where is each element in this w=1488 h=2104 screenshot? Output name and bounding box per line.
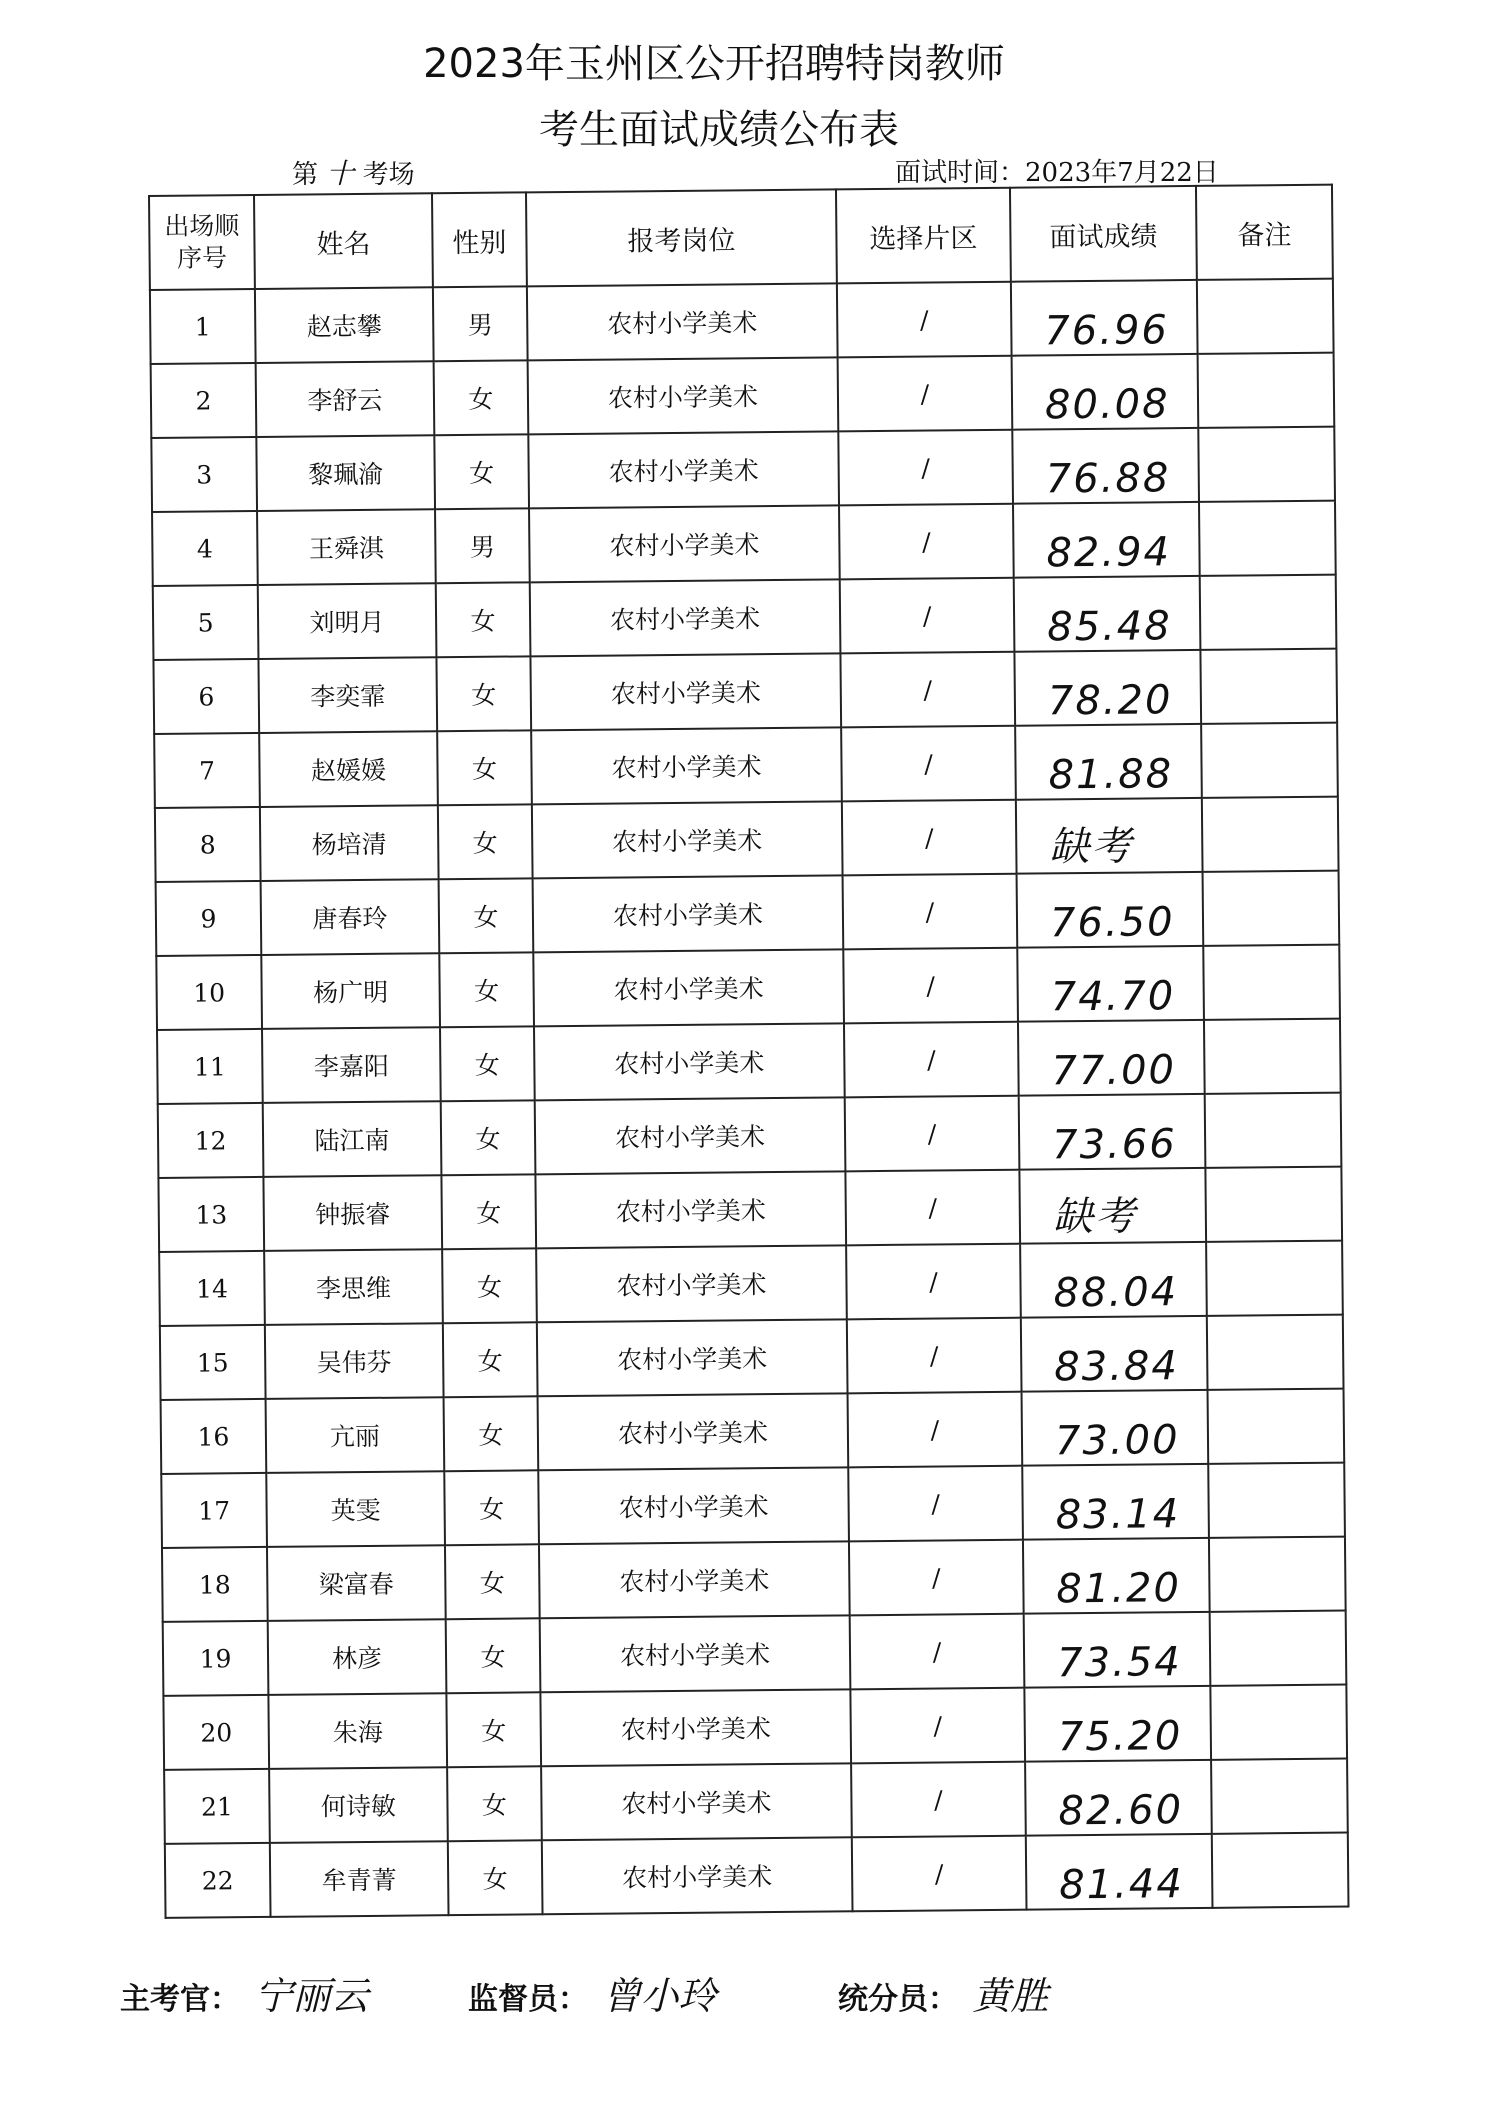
cell-score: 81.44 [1026, 1834, 1213, 1910]
cell-gender: 女 [446, 1692, 541, 1767]
cell-district: / [848, 1392, 1023, 1468]
cell-gender: 女 [446, 1618, 541, 1693]
cell-name: 梁富春 [267, 1545, 446, 1621]
cell-district: / [845, 1170, 1020, 1246]
cell-name: 朱海 [268, 1693, 447, 1769]
cell-district: / [850, 1688, 1025, 1764]
cell-order: 6 [153, 659, 259, 734]
cell-note [1200, 575, 1337, 650]
cell-note [1205, 1093, 1342, 1168]
cell-order: 3 [151, 437, 257, 512]
cell-note [1200, 649, 1337, 724]
cell-order: 20 [163, 1695, 269, 1770]
scorer-name: 黄胜 [972, 1974, 1049, 2018]
cell-district: / [848, 1466, 1023, 1542]
cell-name: 陆江南 [263, 1101, 442, 1177]
cell-order: 15 [160, 1325, 266, 1400]
cell-position: 农村小学美术 [538, 1467, 849, 1544]
cell-score: 85.48 [1014, 576, 1201, 652]
cell-note [1207, 1315, 1344, 1390]
header-district: 选择片区 [836, 188, 1011, 284]
cell-gender: 女 [434, 360, 529, 435]
cell-gender: 女 [438, 804, 533, 879]
cell-score: 88.04 [1020, 1242, 1207, 1318]
cell-order: 4 [152, 511, 258, 586]
cell-position: 农村小学美术 [528, 357, 839, 434]
cell-district: / [849, 1540, 1024, 1616]
cell-score: 76.88 [1012, 428, 1199, 504]
cell-name: 李舒云 [256, 361, 435, 437]
table-row [151, 353, 1335, 438]
table-row [151, 427, 1335, 512]
score-table [148, 184, 1349, 1919]
cell-district: / [839, 504, 1014, 580]
cell-name: 牟青菁 [270, 1841, 449, 1917]
cell-gender: 女 [447, 1766, 542, 1841]
table-row [156, 871, 1340, 956]
cell-gender: 女 [444, 1396, 539, 1471]
cell-note [1211, 1759, 1348, 1834]
cell-note [1199, 501, 1336, 576]
cell-score: 80.08 [1012, 354, 1199, 430]
cell-order: 19 [163, 1621, 269, 1696]
table-row [165, 1833, 1349, 1918]
cell-order: 14 [159, 1251, 265, 1326]
examiner-name: 宁丽云 [254, 1974, 369, 2018]
table-row [161, 1463, 1345, 1548]
scorer-signature [838, 1965, 1048, 2020]
cell-order: 7 [154, 733, 260, 808]
cell-gender: 女 [437, 730, 532, 805]
table-row [153, 649, 1337, 734]
scorer-label: 统分员： [838, 1982, 958, 2017]
room-number: 十 [326, 157, 355, 190]
cell-position: 农村小学美术 [535, 1097, 846, 1174]
cell-position: 农村小学美术 [531, 727, 842, 804]
cell-gender: 女 [436, 656, 531, 731]
cell-position: 农村小学美术 [537, 1319, 848, 1396]
cell-note [1202, 797, 1339, 872]
cell-district: / [845, 1096, 1020, 1172]
supervisor-signature [468, 1965, 716, 2020]
cell-order: 17 [161, 1473, 267, 1548]
exam-room [292, 152, 415, 192]
cell-score: 81.20 [1023, 1538, 1210, 1614]
cell-score: 83.84 [1021, 1316, 1208, 1392]
cell-note [1208, 1463, 1345, 1538]
cell-position: 农村小学美术 [536, 1245, 847, 1322]
cell-name: 钟振睿 [263, 1175, 442, 1251]
cell-gender: 女 [439, 952, 534, 1027]
cell-gender: 女 [445, 1544, 540, 1619]
cell-position: 农村小学美术 [528, 431, 839, 508]
cell-note [1210, 1685, 1347, 1760]
table-row [163, 1611, 1347, 1696]
cell-order: 1 [150, 289, 256, 364]
room-prefix: 第 [292, 160, 319, 190]
header-gender: 性别 [432, 192, 527, 287]
table-row [158, 1093, 1342, 1178]
table-row [150, 279, 1334, 364]
supervisor-name: 曾小玲 [602, 1974, 717, 2018]
table-row [155, 797, 1339, 882]
cell-position: 农村小学美术 [529, 505, 840, 582]
cell-note [1197, 279, 1334, 354]
cell-name: 赵志攀 [255, 287, 434, 363]
cell-gender: 女 [439, 878, 534, 953]
cell-position: 农村小学美术 [532, 801, 843, 878]
cell-note [1212, 1833, 1349, 1908]
cell-note [1201, 723, 1338, 798]
cell-district: / [844, 1022, 1019, 1098]
table-row [152, 501, 1336, 586]
cell-name: 黎珮渝 [256, 435, 435, 511]
cell-name: 王舜淇 [257, 509, 436, 585]
cell-order: 16 [161, 1399, 267, 1474]
cell-gender: 女 [441, 1100, 536, 1175]
cell-order: 9 [156, 881, 262, 956]
table-row [164, 1759, 1348, 1844]
header-position: 报考岗位 [526, 189, 837, 286]
cell-order: 12 [158, 1103, 264, 1178]
cell-position: 农村小学美术 [527, 283, 838, 360]
cell-order: 2 [151, 363, 257, 438]
cell-name: 唐春玲 [261, 879, 440, 955]
header-score: 面试成绩 [1010, 186, 1197, 282]
cell-name: 赵媛媛 [259, 731, 438, 807]
cell-name: 杨培清 [260, 805, 439, 881]
cell-score: 82.60 [1025, 1760, 1212, 1836]
cell-district: / [852, 1836, 1027, 1912]
cell-order: 21 [164, 1769, 270, 1844]
cell-name: 亢丽 [266, 1397, 445, 1473]
examiner-label: 主考官： [120, 1982, 240, 2017]
cell-gender: 女 [448, 1840, 543, 1915]
cell-gender: 男 [433, 286, 528, 361]
cell-position: 农村小学美术 [540, 1689, 851, 1766]
cell-name: 吴伟芬 [265, 1323, 444, 1399]
table-row [162, 1537, 1346, 1622]
cell-district: / [841, 726, 1016, 802]
cell-name: 刘明月 [258, 583, 437, 659]
cell-order: 8 [155, 807, 261, 882]
cell-position: 农村小学美术 [535, 1171, 846, 1248]
room-suffix: 考场 [362, 160, 415, 190]
cell-score: 缺考 [1016, 798, 1203, 874]
cell-position: 农村小学美术 [540, 1615, 851, 1692]
cell-score: 73.54 [1024, 1612, 1211, 1688]
cell-district: / [838, 430, 1013, 506]
cell-position: 农村小学美术 [534, 1023, 845, 1100]
cell-district: / [843, 874, 1018, 950]
table-row [156, 945, 1340, 1030]
header-name: 姓名 [254, 193, 433, 289]
cell-score: 76.50 [1017, 872, 1204, 948]
header-order: 出场顺序号 [149, 195, 255, 290]
cell-note [1206, 1241, 1343, 1316]
cell-gender: 女 [442, 1248, 537, 1323]
cell-name: 英雯 [266, 1471, 445, 1547]
cell-note [1203, 871, 1340, 946]
cell-district: / [843, 948, 1018, 1024]
table-header-row [149, 185, 1333, 290]
cell-note [1209, 1537, 1346, 1612]
cell-order: 22 [165, 1843, 271, 1918]
table-row [157, 1019, 1341, 1104]
cell-note [1210, 1611, 1347, 1686]
cell-score: 75.20 [1024, 1686, 1211, 1762]
cell-gender: 女 [440, 1026, 535, 1101]
cell-gender: 女 [434, 434, 529, 509]
cell-note [1203, 945, 1340, 1020]
table-row [160, 1315, 1344, 1400]
cell-order: 11 [157, 1029, 263, 1104]
cell-district: / [842, 800, 1017, 876]
cell-position: 农村小学美术 [533, 949, 844, 1026]
cell-position: 农村小学美术 [530, 579, 841, 656]
table-row [158, 1167, 1342, 1252]
cell-gender: 男 [435, 508, 530, 583]
cell-score: 83.14 [1022, 1464, 1209, 1540]
table-row [154, 723, 1338, 808]
cell-order: 18 [162, 1547, 268, 1622]
cell-name: 杨广明 [261, 953, 440, 1029]
document-subtitle: 考生面试成绩公布表 [539, 107, 899, 153]
cell-position: 农村小学美术 [533, 875, 844, 952]
cell-district: / [850, 1614, 1025, 1690]
cell-district: / [846, 1244, 1021, 1320]
cell-score: 76.96 [1011, 280, 1198, 356]
cell-score: 82.94 [1013, 502, 1200, 578]
cell-district: / [851, 1762, 1026, 1838]
cell-position: 农村小学美术 [541, 1763, 852, 1840]
cell-note [1208, 1389, 1345, 1464]
table-row [153, 575, 1337, 660]
cell-position: 农村小学美术 [538, 1393, 849, 1470]
header-note: 备注 [1196, 185, 1333, 280]
cell-name: 李嘉阳 [262, 1027, 441, 1103]
cell-gender: 女 [436, 582, 531, 657]
document-title: 2023年玉州区公开招聘特岗教师 [423, 41, 1005, 87]
cell-district: / [838, 356, 1013, 432]
cell-note [1198, 427, 1335, 502]
cell-position: 农村小学美术 [530, 653, 841, 730]
cell-order: 13 [158, 1177, 264, 1252]
cell-note [1204, 1019, 1341, 1094]
table-row [161, 1389, 1345, 1474]
cell-note [1205, 1167, 1342, 1242]
table-row [163, 1685, 1347, 1770]
cell-district: / [847, 1318, 1022, 1394]
cell-name: 李奕霏 [258, 657, 437, 733]
cell-name: 何诗敏 [269, 1767, 448, 1843]
table-row [159, 1241, 1343, 1326]
cell-position: 农村小学美术 [542, 1837, 853, 1914]
cell-note [1198, 353, 1335, 428]
cell-gender: 女 [444, 1470, 539, 1545]
cell-score: 缺考 [1019, 1168, 1206, 1244]
cell-score: 77.00 [1018, 1020, 1205, 1096]
cell-order: 5 [153, 585, 259, 660]
examiner-signature [120, 1965, 368, 2020]
cell-name: 林彦 [268, 1619, 447, 1695]
cell-district: / [840, 578, 1015, 654]
cell-gender: 女 [443, 1322, 538, 1397]
cell-name: 李思维 [264, 1249, 443, 1325]
cell-order: 10 [156, 955, 262, 1030]
cell-score: 74.70 [1017, 946, 1204, 1022]
cell-score: 73.66 [1019, 1094, 1206, 1170]
cell-district: / [840, 652, 1015, 728]
cell-gender: 女 [441, 1174, 536, 1249]
cell-score: 73.00 [1022, 1390, 1209, 1466]
cell-score: 81.88 [1015, 724, 1202, 800]
cell-score: 78.20 [1014, 650, 1201, 726]
cell-district: / [837, 282, 1012, 358]
interview-date: 面试时间：2023年7月22日 [895, 158, 1219, 188]
supervisor-label: 监督员： [468, 1982, 588, 2017]
cell-position: 农村小学美术 [539, 1541, 850, 1618]
